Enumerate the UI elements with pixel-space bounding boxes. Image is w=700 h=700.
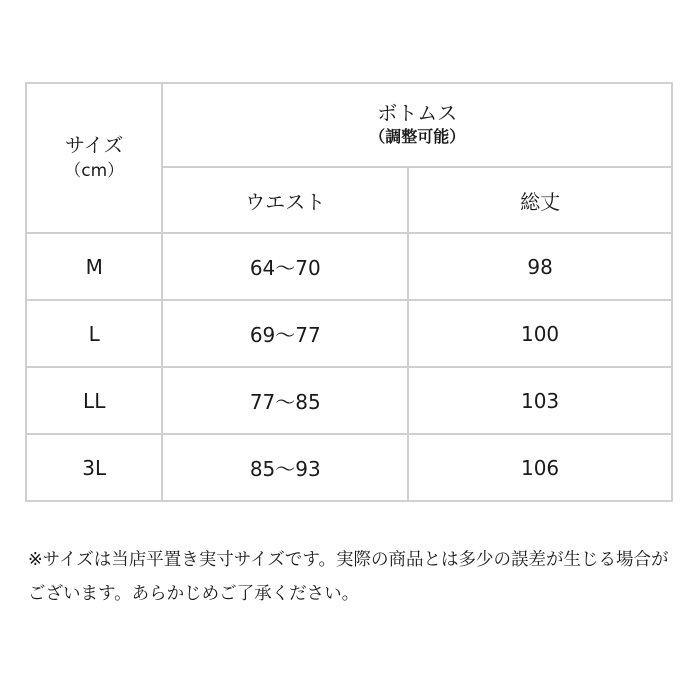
waist-cell: 85〜93 <box>162 434 408 501</box>
disclaimer-note: ※サイズは当店平置き実寸サイズです。実際の商品とは多少の誤差が生じる場合がございます。あらかじめご了承ください。 <box>28 550 669 604</box>
size-cell: M <box>26 233 162 300</box>
size-header-cell <box>26 83 162 233</box>
size-cell: L <box>26 300 162 367</box>
size-unit-label: （cm） <box>64 161 125 181</box>
waist-header-cell: ウエスト <box>162 167 408 233</box>
table-row <box>26 300 672 367</box>
length-cell: 100 <box>408 300 672 367</box>
header-row-group <box>26 83 672 167</box>
length-cell: 103 <box>408 367 672 434</box>
length-cell: 98 <box>408 233 672 300</box>
size-cell: LL <box>26 367 162 434</box>
table-row <box>26 233 672 300</box>
table-row <box>26 367 672 434</box>
table-row <box>26 434 672 501</box>
size-chart-table <box>25 82 673 502</box>
size-cell: 3L <box>26 434 162 501</box>
bottoms-header-cell <box>162 83 672 167</box>
waist-cell: 77〜85 <box>162 367 408 434</box>
waist-cell: 69〜77 <box>162 300 408 367</box>
size-header-label: サイズ <box>65 133 124 157</box>
length-header-cell: 総丈 <box>408 167 672 233</box>
waist-cell: 64〜70 <box>162 233 408 300</box>
length-cell: 106 <box>408 434 672 501</box>
bottoms-header-label: ボトムス <box>377 101 458 125</box>
adjustable-note-label: （調整可能） <box>369 127 466 146</box>
